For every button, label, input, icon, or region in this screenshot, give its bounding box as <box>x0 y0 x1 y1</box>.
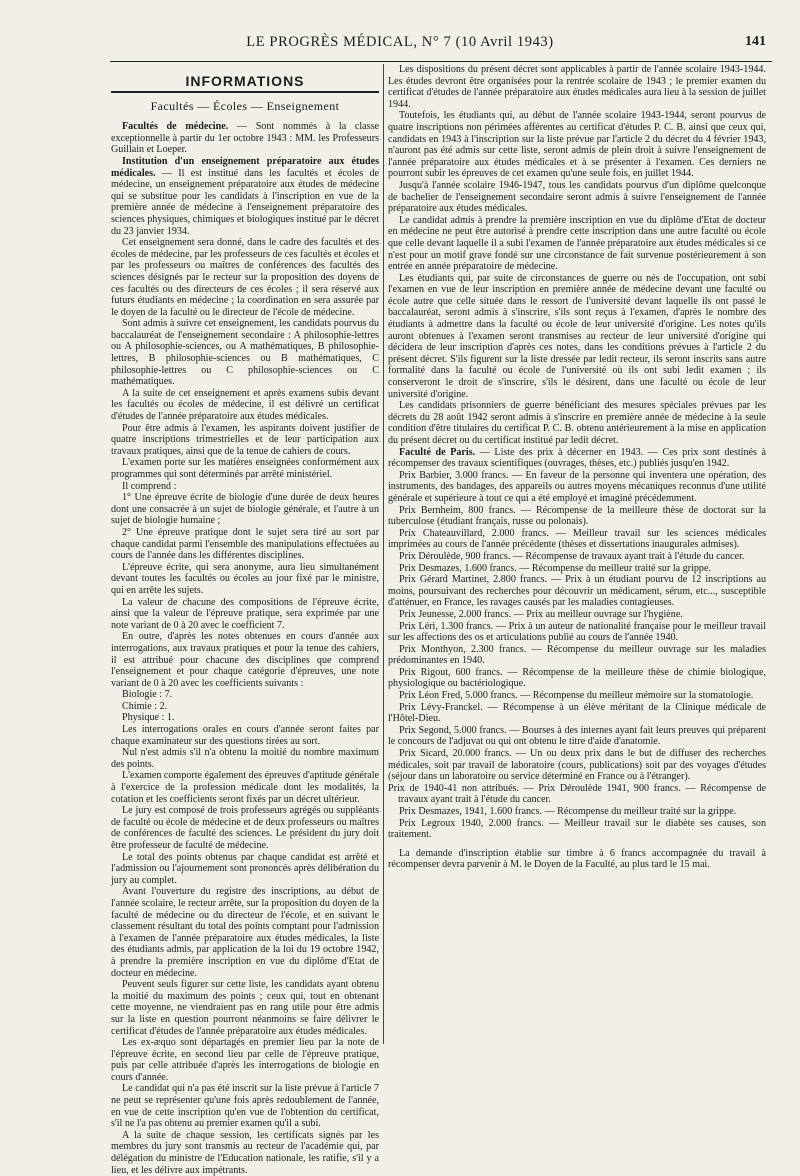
paragraph-text: L'examen comporte également des épreuves d'aptitude générale à l'exercice de la profession médicale dont les modalités, la cotation et les coefficients seront fixés par un décret ultérieur. <box>111 770 379 805</box>
paragraph-text: Les étudiants qui, par suite de circonstances de guerre ou nés de l'occupation, ont subi l'examen en vue de leur inscription en première année de médecine devant une faculté ou école autre que celle située dans le ressort de l'université devant laquelle ils ont passé le baccalauréat, seront admis à s'inscrire, s'ils sont reçus à l'examen, d'après le nombre des étudiants à admettre dans la faculté ou école de leur université d'origine. Les notes qu'ils auront obtenues à l'examen seront transmises au recteur de leur université d'origine qui décidera de leur inscription d'après ces notes, dans les conditions prévues à l'article 2 du présent décret. S'ils figurent sur la liste dressée par ledit recteur, ils seront inscrits sans autre formalité dans la faculté ou école de l'université où ils ont subi ledit examen ; ils conserveront le droit de s'inscrire, s'ils le désirent, dans une faculté ou école de leur université d'origine. <box>388 272 766 400</box>
paragraph-text: Prix Barbier, 3.000 francs. — En faveur de la personne qui inventera une opération, des instruments, des bandages, des appareils ou autres moyens mécaniques reconnus d'une utilité générale et supérieure à tout ce qui a été employé et imaginé précédemment. <box>388 469 766 504</box>
paragraph <box>111 712 379 724</box>
right-column <box>388 64 766 871</box>
paragraph-text: 2° Une épreuve pratique dont le sujet sera tiré au sort par chaque candidat parmi l'ensemble des manipulations effectuées au cours de l'année dans les différentes disciplines. <box>111 526 379 562</box>
paragraph-text: Prix Déroulède, 900 francs. — Récompense de travaux ayant trait à l'étude du cancer. <box>399 550 745 562</box>
paragraph <box>111 156 379 237</box>
paragraph <box>111 689 379 701</box>
paragraph-text: Prix Bernheim, 800 francs. — Récompense de la meilleure thèse de doctorat sur la tuberculose (étudiant français, russe ou polonais). <box>388 504 766 528</box>
paragraph <box>111 121 379 156</box>
section-title: INFORMATIONS <box>111 76 379 93</box>
paragraph-text: Le total des points obtenus par chaque candidat est arrêté et l'admission ou l'ajournement sont prononcés après délibération du jury au complet. <box>111 851 379 886</box>
paragraph-text: Prix Gérard Martinet, 2.800 francs. — Prix à un étudiant pourvu de 12 inscriptions au moins, poursuivant des recherches pour découvrir un médicament, sérum, etc..., susceptible d'atténuer, en France, les ravages causés par les maladies contagieuses. <box>388 574 766 609</box>
paragraph <box>111 562 379 597</box>
paragraph-text: La valeur de chacune des compositions de l'épreuve écrite, ainsi que la valeur de l'épreuve pratique, sera exprimée par une note variant de 0 à 20 avec le coefficient 7. <box>111 596 379 631</box>
paragraph <box>111 1037 379 1083</box>
paragraph-text: Prix Segond, 5.000 francs. — Bourses à des internes ayant fait leurs preuves qui préparent le concours de l'adjuvat ou qui ont obtenu le titre d'aide d'anatomie. <box>388 724 766 748</box>
paragraph-text: Jusqu'à l'année scolaire 1946-1947, tous les candidats pourvus d'un diplôme quelconque de bachelier de l'enseignement secondaire seront admis à suivre l'enseignement de l'année préparatoire aux études médicales. <box>388 179 766 215</box>
paragraph-text: Prix Desmazes, 1.600 francs. — Récompense du meilleur traité sur la grippe. <box>399 562 711 574</box>
paragraph-text: Prix Desmazes, 1941, 1.600 francs. — Récompense du meilleur traité sur la grippe. <box>399 806 737 817</box>
paragraph <box>388 528 766 551</box>
paragraph <box>111 388 379 423</box>
paragraph-text: Cet enseignement sera donné, dans le cadre des facultés et des écoles de médecine, par les professeurs de ces facultés et écoles et par les professeurs ou maîtres de conférences des facultés des sciences désignés par le recteur sur la proposition des doyens de ces facultés ou des directeurs de ces écoles ; il sera réservé aux futurs étudiants en médecine ; la coordination en sera assurée par le doyen de la faculté ou le directeur de l'école de médecine. <box>111 237 379 318</box>
paragraph <box>111 979 379 1037</box>
paragraph-text: Prix Sicard, 20.000 francs. — Un ou deux prix dans le but de diffuser des recherches médicales, soit par travail de laboratoire (cours, publications) soit par des voyages d'études (séjour dans un laboratoire ou service déterminé en France ou à l'étranger). <box>388 748 766 783</box>
paragraph-text: En outre, d'après les notes obtenues en cours d'année aux interrogations, aux travaux pratiques et pour la tenue des cahiers, il est attribué pour chacune des disciplines que comprend l'enseignement et pour chaque catégorie d'épreuves, une note variant de 0 à 20 avec les coefficients suivants : <box>111 631 379 689</box>
paragraph <box>388 574 766 609</box>
paragraph <box>111 457 379 480</box>
page-number: 141 <box>745 34 766 49</box>
paragraph-text: Prix Chateauvillard, 2.000 francs. — Meilleur travail sur les sciences médicales imprimées au cours de l'année précédente (thèses et dissertations inaugurales admises). <box>388 527 766 551</box>
paragraph <box>111 492 379 527</box>
paragraph-text: Sont admis à suivre cet enseignement, les candidats pourvus du baccalauréat de l'enseignement secondaire : A philosophie-lettres ou A philosophie-sciences, ou A mathématiques, B philosophie-lettres, B philosophie-sciences ou B mathématiques, C philosophie-lettres ou C philosophie-sciences ou C mathématiques. <box>111 318 379 388</box>
paragraph <box>388 725 766 748</box>
paragraph-text: Prix Jeunesse, 2.000 francs. — Prix au meilleur ouvrage sur l'hygiène. <box>399 608 683 620</box>
paragraph-text: Prix Léon Fred, 5.000 francs. — Récompense du meilleur mémoire sur la stomatologie. <box>399 690 754 702</box>
subsection-title: Facultés — Écoles — Enseignement <box>150 98 340 113</box>
paragraph <box>388 470 766 505</box>
paragraph-text: Les candidats prisonniers de guerre bénéficiant des mesures spéciales prévues par les décrets du 28 août 1942 seront admis à s'inscrire en première année de médecine à la seule condition d'être titulaires du certificat P. C. B. obtenu antérieurement à la mise en application du présent décret ou du certificat institué par ledit décret. <box>388 400 766 446</box>
paragraph-text: Peuvent seuls figurer sur cette liste, les candidats ayant obtenu la moitié du maximum des points ; ceux qui, tout en obtenant cette moyenne, ne viendraient pas en rang utile pour être admis sur la liste en question pourront néanmoins se faire délivrer le certificat d'études de l'année préparatoire aux études médicales. <box>111 979 379 1037</box>
paragraph <box>111 701 379 713</box>
paragraph <box>111 747 379 770</box>
paragraph-text: Les interrogations orales en cours d'année seront faites par chaque examinateur sur des questions tirées au sort. <box>111 724 379 747</box>
running-head <box>0 34 800 54</box>
paragraph-text: Il comprend : <box>122 480 177 492</box>
paragraph-lead: Institution d'un enseignement préparatoire aux études médicales. <box>111 155 379 179</box>
paragraph <box>388 702 766 725</box>
paragraph-text: Pour être admis à l'examen, les aspirants doivent justifier de quatre inscriptions trimestrielles et de leur participation aux travaux pratiques, ainsi que de la tenue de cahiers de cours. <box>111 422 379 457</box>
paragraph-text: — Liste des prix à décerner en 1943. — Ces prix sont destinés à récompenser des travaux scientifiques (ouvrages, thèses, etc.) publiés jusqu'en 1942. <box>388 446 767 470</box>
paragraph-text: Prix Legroux 1940, 2.000 francs. — Meilleur travail sur le diabète ses causes, son traitement. <box>388 817 766 841</box>
paragraph <box>388 806 766 818</box>
paragraph <box>111 1130 379 1176</box>
paragraph <box>388 110 766 180</box>
paragraph <box>111 770 379 805</box>
paragraph-text: Toutefois, les étudiants qui, au début de l'année scolaire 1943-1944, seront pourvus de quatre inscriptions non périmées afférentes au certificat d'études P. C. B. ainsi que ceux qui, candidats en 1943 à l'inscription sur la liste prévue par l'article 2 du décret du 4 février 1943, n'auront pas été admis sur cette liste, seront admis de plein droit à suivre l'enseignement de l'année préparatoire aux études médicales et à se présenter à l'examen. Ces derniers ne pourront subir les épreuves de cet examen qu'une seule fois, en juillet 1944. <box>388 110 766 180</box>
left-column-body <box>111 121 379 1176</box>
paragraph <box>111 724 379 747</box>
paragraph <box>388 818 766 841</box>
paragraph <box>388 215 766 273</box>
paragraph <box>111 318 379 388</box>
paragraph-text: A la suite de cet enseignement et après examens subis devant les facultés ou écoles de médecine, il est délivré un certificat d'études de l'année préparatoire aux études médicales. <box>111 387 379 423</box>
paragraph-text: — Il est institué dans les facultés et écoles de médecine, un enseignement préparatoire aux études de médecine qui se substitue pour les candidats à l'inscription en vue de la première année de médecine à l'enseignement préparatoire des sciences physiques, chimiques et biologiques institué par le décret du 23 janvier 1934. <box>111 167 379 237</box>
paragraph-text: Le candidat qui n'a pas été inscrit sur la liste prévue à l'article 7 ne peut se représenter qu'une fois après redoublement de l'année, en vue de cette inscription qu'en vue de l'obtention du certificat, s'il ne l'a pas obtenu au premier examen qu'il a subi. <box>111 1083 379 1130</box>
paragraph-lead: Faculté de Paris. <box>399 446 476 458</box>
paragraph <box>388 273 766 401</box>
paragraph-text: L'épreuve écrite, qui sera anonyme, aura lieu simultanément devant toutes les facultés ou écoles au jour fixé par le ministre, qui en arrête les sujets. <box>111 561 379 596</box>
journal-title: LE PROGRÈS MÉDICAL, N° 7 (10 Avril 1943) <box>246 34 554 50</box>
paragraph-text: La demande d'inscription établie sur timbre à 6 francs accompagnée du travail à récompenser devra parvenir à M. le Doyen de la Faculté, au plus tard le 15 mai. <box>388 847 766 871</box>
paragraph <box>388 447 766 470</box>
paragraph <box>388 690 766 702</box>
paragraph <box>388 563 766 575</box>
column-divider <box>383 64 384 1044</box>
paragraph <box>388 848 766 871</box>
paragraph-text: Le jury est composé de trois professeurs agrégés ou suppléants de faculté ou école de médecine et de deux professeurs ou maîtres de conférences de faculté des sciences. Le président du jury doit être professeur de faculté de médecine. <box>111 805 379 851</box>
paragraph <box>388 64 766 110</box>
paragraph <box>388 667 766 690</box>
header-rule <box>110 61 772 62</box>
paragraph-text: Le candidat admis à prendre la première inscription en vue du diplôme d'Etat de docteur en médecine ne peut être autorisé à prendre cette inscription dans une autre faculté ou école que celle devant laquelle il a subi l'examen de l'année préparatoire aux études médicales si ce n'est pour un motif grave fondé sur une circonstance de fait survenue postérieurement à son entrée en année préparatoire de médecine. <box>388 214 766 273</box>
paragraph <box>111 805 379 851</box>
paragraph-text: 1° Une épreuve écrite de biologie d'une durée de deux heures dont une consacrée à un sujet de biologie générale, et l'autre à un sujet de biologie humaine ; <box>111 492 379 527</box>
paragraph <box>111 852 379 887</box>
paragraph <box>388 180 766 215</box>
paragraph <box>388 505 766 528</box>
paragraph-text: A la suite de chaque session, les certificats signés par les membres du jury sont transmis au recteur de l'académie qui, par délégation du ministre de l'Education nationale, les ratifie, s'il y a lieu, et les délivre aux impétrants. <box>111 1129 379 1176</box>
paragraph <box>388 748 766 783</box>
paragraph-lead: Facultés de médecine. <box>122 121 229 133</box>
paragraph-text: L'examen porte sur les matières enseignées conformément aux programmes qui sont déterminés par arrêté ministériel. <box>111 457 379 480</box>
paragraph-text: Physique : 1. <box>122 712 175 724</box>
paragraph <box>111 631 379 689</box>
paragraph <box>111 1083 379 1129</box>
paragraph-text: Avant l'ouverture du registre des inscriptions, au début de l'année scolaire, le recteur arrête, sur la proposition du doyen de la faculté de médecine ou du directeur de l'école, et en suivant le classement résultant du total des points comptant pour l'admission à l'examen de l'année préparatoire aux études médicales, la liste des étudiants admis, par application de la loi du 19 octobre 1942, à prendre la première inscription en vue du diplôme d'Etat de docteur en médecine. <box>111 886 379 979</box>
paragraph-text: Prix Léri, 1.300 francs. — Prix à un auteur de nationalité française pour le meilleur travail sur les affections des os et articulations publié au cours de l'année 1940. <box>388 620 766 644</box>
paragraph <box>388 621 766 644</box>
paragraph-text: Prix Lévy-Franckel. — Récompense à un élève méritant de la Clinique médicale de l'Hôtel-Dieu. <box>388 701 766 725</box>
paragraph-text: Nul n'est admis s'il n'a obtenu la moitié du nombre maximum des points. <box>111 747 379 770</box>
paragraph-text: Les dispositions du présent décret sont applicables à partir de l'année scolaire 1943-1944. Les études devront être organisées pour la rentrée scolaire de 1943 ; le premier examen du certificat d'études de l'année préparatoire aux études médicales aura lieu à la session de juillet 1944. <box>388 64 766 110</box>
paragraph-text: Biologie : 7. <box>122 689 173 701</box>
paragraph <box>111 423 379 458</box>
paragraph <box>111 886 379 979</box>
paragraph <box>388 400 766 446</box>
paragraph-text: Chimie : 2. <box>122 700 168 712</box>
paragraph <box>111 237 379 318</box>
paragraph-text: Les ex-æquo sont départagés en premier lieu par la note de l'épreuve écrite, en second lieu par celle de l'épreuve pratique, puis par celle attribuée d'après les interrogations de biologie en cours d'année. <box>111 1037 379 1083</box>
paragraph <box>388 551 766 563</box>
paragraph-text: Prix Rigout, 600 francs. — Récompense de la meilleure thèse de chimie biologique, physiologique ou bactériologique. <box>388 666 766 690</box>
paragraph <box>388 783 766 806</box>
paragraph-text: Prix Monthyon, 2.300 francs. — Récompense du meilleur ouvrage sur les maladies prédominantes en 1940. <box>388 643 766 667</box>
left-column <box>111 64 379 1176</box>
paragraph <box>111 481 379 493</box>
paragraph <box>388 644 766 667</box>
paragraph <box>388 609 766 621</box>
paragraph <box>111 597 379 632</box>
paragraph <box>111 527 379 562</box>
right-column-body <box>388 64 766 871</box>
paragraph-text: Prix de 1940-41 non attribués. — Prix Déroulède 1941, 900 francs. — Récompense de travaux ayant trait à l'étude du cancer. <box>388 782 766 806</box>
paragraph-text: — Sont nommés à la classe exceptionnelle à partir du 1er octobre 1943 : MM. les Professeurs Guillain et Loeper. <box>111 121 379 156</box>
